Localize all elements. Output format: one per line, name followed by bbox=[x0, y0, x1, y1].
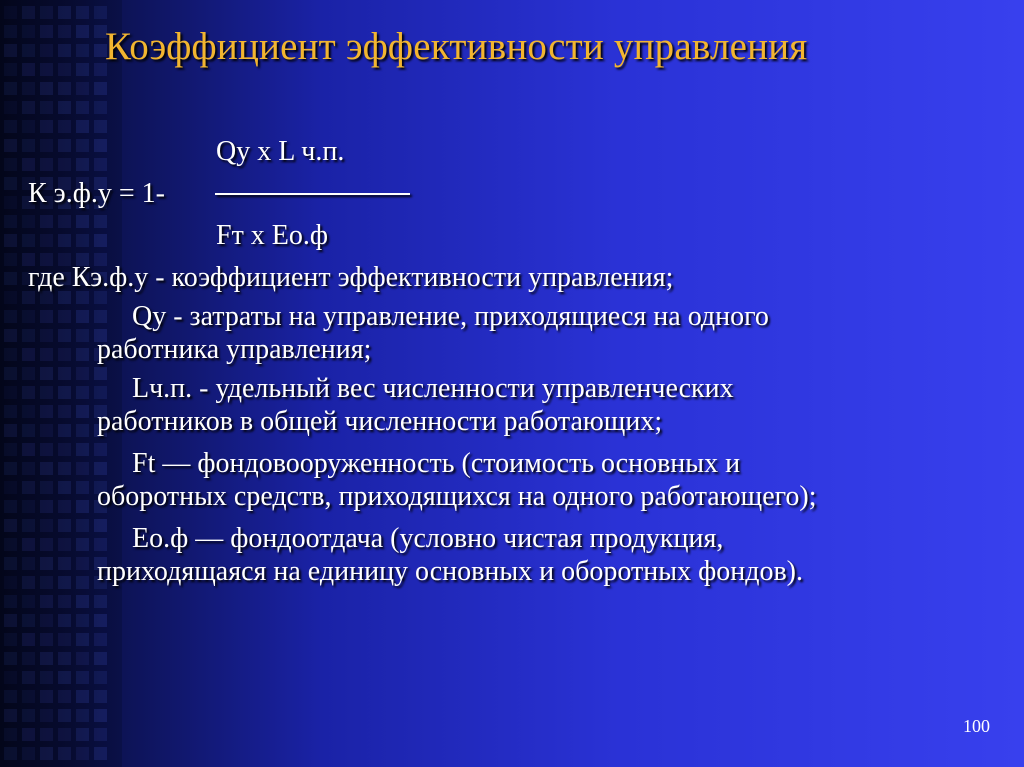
decorative-square bbox=[40, 234, 53, 247]
formula-lhs: К э.ф.у = 1- bbox=[28, 178, 165, 209]
decorative-square bbox=[76, 443, 89, 456]
decorative-square bbox=[22, 576, 35, 589]
decorative-square bbox=[4, 671, 17, 684]
decorative-square bbox=[22, 728, 35, 741]
decorative-square bbox=[94, 671, 107, 684]
decorative-square bbox=[22, 633, 35, 646]
decorative-square bbox=[4, 120, 17, 133]
decorative-square bbox=[4, 6, 17, 19]
decorative-square bbox=[94, 728, 107, 741]
decorative-square bbox=[40, 424, 53, 437]
decorative-square bbox=[22, 405, 35, 418]
decorative-square bbox=[40, 329, 53, 342]
definition-item-line: работников в общей численности работающих; bbox=[97, 406, 663, 437]
decorative-square bbox=[58, 367, 71, 380]
decorative-square bbox=[76, 747, 89, 760]
decorative-square bbox=[40, 405, 53, 418]
decorative-square bbox=[58, 519, 71, 532]
decorative-square bbox=[58, 120, 71, 133]
decorative-square bbox=[76, 519, 89, 532]
decorative-square bbox=[22, 101, 35, 114]
fraction-bar bbox=[215, 193, 410, 195]
decorative-square bbox=[76, 595, 89, 608]
decorative-square bbox=[76, 614, 89, 627]
decorative-square bbox=[22, 120, 35, 133]
decorative-square bbox=[76, 690, 89, 703]
decorative-square bbox=[94, 120, 107, 133]
decorative-square bbox=[40, 120, 53, 133]
decorative-square bbox=[22, 481, 35, 494]
decorative-square bbox=[40, 101, 53, 114]
decorative-square bbox=[4, 500, 17, 513]
decorative-square bbox=[4, 272, 17, 285]
decorative-square bbox=[4, 101, 17, 114]
decorative-square bbox=[22, 386, 35, 399]
decorative-square bbox=[58, 747, 71, 760]
decorative-square bbox=[58, 557, 71, 570]
decorative-square bbox=[76, 348, 89, 361]
decorative-square bbox=[58, 25, 71, 38]
decorative-square bbox=[4, 576, 17, 589]
decorative-square bbox=[76, 234, 89, 247]
decorative-square bbox=[76, 386, 89, 399]
decorative-square bbox=[4, 386, 17, 399]
decorative-square bbox=[58, 633, 71, 646]
definition-item-line: Ft — фондовооруженность (стоимость основных и bbox=[132, 448, 741, 479]
decorative-square bbox=[40, 747, 53, 760]
definition-item-line: оборотных средств, приходящихся на одного работающего); bbox=[97, 481, 817, 512]
decorative-square bbox=[22, 158, 35, 171]
decorative-square bbox=[40, 386, 53, 399]
decorative-square bbox=[22, 671, 35, 684]
decorative-square bbox=[40, 671, 53, 684]
definition-item-line: работника управления; bbox=[97, 334, 372, 365]
decorative-square bbox=[22, 424, 35, 437]
page-number: 100 bbox=[963, 716, 990, 736]
decorative-square bbox=[4, 557, 17, 570]
decorative-square bbox=[22, 500, 35, 513]
decorative-square bbox=[22, 139, 35, 152]
decorative-square bbox=[40, 215, 53, 228]
decorative-square bbox=[4, 519, 17, 532]
decorative-square bbox=[22, 82, 35, 95]
decorative-square bbox=[22, 44, 35, 57]
decorative-square bbox=[94, 101, 107, 114]
decorative-square bbox=[22, 234, 35, 247]
decorative-square bbox=[4, 424, 17, 437]
decorative-square bbox=[40, 519, 53, 532]
decorative-square bbox=[22, 462, 35, 475]
definition-item-ft bbox=[97, 447, 997, 513]
decorative-square bbox=[4, 690, 17, 703]
decorative-square bbox=[94, 6, 107, 19]
decorative-square bbox=[58, 63, 71, 76]
decorative-square bbox=[22, 63, 35, 76]
decorative-square bbox=[40, 595, 53, 608]
decorative-square bbox=[40, 690, 53, 703]
decorative-square bbox=[40, 44, 53, 57]
decorative-square bbox=[4, 215, 17, 228]
decorative-square bbox=[58, 348, 71, 361]
decorative-square bbox=[40, 462, 53, 475]
decorative-square bbox=[76, 329, 89, 342]
decorative-square bbox=[58, 671, 71, 684]
decorative-square bbox=[76, 728, 89, 741]
definition-item-lchp bbox=[97, 372, 997, 438]
decorative-square bbox=[4, 291, 17, 304]
decorative-square bbox=[40, 348, 53, 361]
decorative-square bbox=[4, 348, 17, 361]
formula-denominator: Fт x Ео.ф bbox=[216, 220, 329, 251]
decorative-square bbox=[76, 215, 89, 228]
decorative-square bbox=[58, 158, 71, 171]
decorative-square bbox=[94, 595, 107, 608]
decorative-square bbox=[22, 652, 35, 665]
decorative-square bbox=[4, 462, 17, 475]
decorative-square bbox=[58, 462, 71, 475]
decorative-square bbox=[58, 595, 71, 608]
decorative-square bbox=[4, 443, 17, 456]
decorative-square bbox=[58, 443, 71, 456]
decorative-square bbox=[58, 234, 71, 247]
decorative-square bbox=[58, 538, 71, 551]
decorative-square bbox=[58, 44, 71, 57]
decorative-square bbox=[40, 367, 53, 380]
decorative-square bbox=[76, 139, 89, 152]
decorative-square bbox=[4, 595, 17, 608]
decorative-square bbox=[58, 139, 71, 152]
decorative-square bbox=[22, 538, 35, 551]
decorative-square bbox=[58, 405, 71, 418]
decorative-square bbox=[76, 481, 89, 494]
decorative-square bbox=[58, 6, 71, 19]
decorative-square bbox=[76, 709, 89, 722]
decorative-square bbox=[40, 82, 53, 95]
decorative-square bbox=[40, 481, 53, 494]
decorative-square bbox=[4, 405, 17, 418]
decorative-square bbox=[22, 690, 35, 703]
decorative-square bbox=[76, 576, 89, 589]
definition-intro: где Кэ.ф.у - коэффициент эффективности управления; bbox=[28, 262, 674, 293]
decorative-square bbox=[22, 348, 35, 361]
decorative-square bbox=[94, 234, 107, 247]
decorative-square bbox=[22, 25, 35, 38]
decorative-square bbox=[4, 82, 17, 95]
decorative-square bbox=[76, 405, 89, 418]
decorative-square bbox=[40, 139, 53, 152]
decorative-square bbox=[76, 462, 89, 475]
decorative-square bbox=[94, 139, 107, 152]
decorative-square bbox=[40, 443, 53, 456]
decorative-square bbox=[22, 6, 35, 19]
decorative-square bbox=[4, 25, 17, 38]
decorative-square bbox=[76, 538, 89, 551]
decorative-square bbox=[40, 557, 53, 570]
decorative-square bbox=[22, 310, 35, 323]
decorative-square bbox=[22, 519, 35, 532]
decorative-square bbox=[58, 576, 71, 589]
decorative-square bbox=[94, 652, 107, 665]
definition-item-qy bbox=[97, 300, 997, 366]
decorative-square bbox=[76, 6, 89, 19]
decorative-square bbox=[40, 538, 53, 551]
decorative-square bbox=[40, 728, 53, 741]
decorative-square bbox=[4, 253, 17, 266]
decorative-square bbox=[76, 424, 89, 437]
decorative-square bbox=[58, 310, 71, 323]
decorative-square bbox=[94, 158, 107, 171]
decorative-square bbox=[58, 386, 71, 399]
decorative-square bbox=[40, 709, 53, 722]
decorative-square bbox=[94, 633, 107, 646]
decorative-square bbox=[58, 614, 71, 627]
decorative-square bbox=[4, 652, 17, 665]
decorative-square bbox=[58, 481, 71, 494]
decorative-square bbox=[4, 538, 17, 551]
decorative-square bbox=[4, 63, 17, 76]
decorative-square bbox=[40, 25, 53, 38]
decorative-square bbox=[58, 82, 71, 95]
definition-item-line: Lч.п. - удельный вес численности управленческих bbox=[132, 373, 734, 404]
decorative-square bbox=[76, 652, 89, 665]
decorative-square bbox=[58, 101, 71, 114]
decorative-square bbox=[4, 633, 17, 646]
decorative-square bbox=[4, 177, 17, 190]
decorative-square bbox=[4, 310, 17, 323]
decorative-square bbox=[4, 158, 17, 171]
decorative-square bbox=[22, 215, 35, 228]
decorative-square bbox=[76, 557, 89, 570]
decorative-square bbox=[76, 671, 89, 684]
decorative-square bbox=[4, 234, 17, 247]
decorative-square bbox=[22, 709, 35, 722]
decorative-square bbox=[22, 747, 35, 760]
decorative-square bbox=[22, 614, 35, 627]
formula-numerator: Qy x L ч.п. bbox=[216, 136, 345, 167]
decorative-square bbox=[22, 557, 35, 570]
decorative-square bbox=[58, 424, 71, 437]
decorative-square bbox=[4, 728, 17, 741]
decorative-square bbox=[76, 63, 89, 76]
decorative-square bbox=[76, 500, 89, 513]
decorative-square bbox=[76, 44, 89, 57]
decorative-square bbox=[58, 500, 71, 513]
decorative-square bbox=[4, 44, 17, 57]
decorative-square bbox=[76, 158, 89, 171]
decorative-square bbox=[94, 690, 107, 703]
definition-item-line: Qy - затраты на управление, приходящиеся на одного bbox=[132, 301, 769, 332]
decorative-square bbox=[58, 728, 71, 741]
decorative-square bbox=[40, 652, 53, 665]
decorative-square bbox=[94, 709, 107, 722]
decorative-square bbox=[4, 747, 17, 760]
decorative-square bbox=[4, 329, 17, 342]
decorative-square bbox=[40, 158, 53, 171]
decorative-square bbox=[76, 633, 89, 646]
decorative-square bbox=[94, 82, 107, 95]
decorative-square bbox=[94, 215, 107, 228]
decorative-square bbox=[40, 63, 53, 76]
decorative-square bbox=[40, 633, 53, 646]
decorative-square bbox=[40, 500, 53, 513]
decorative-square bbox=[4, 196, 17, 209]
decorative-square bbox=[58, 215, 71, 228]
decorative-square bbox=[58, 652, 71, 665]
slide-title: Коэффициент эффективности управления bbox=[105, 25, 808, 68]
decorative-square bbox=[76, 25, 89, 38]
decorative-square bbox=[4, 139, 17, 152]
decorative-square bbox=[76, 101, 89, 114]
decorative-square bbox=[22, 329, 35, 342]
decorative-square bbox=[4, 367, 17, 380]
decorative-square bbox=[76, 120, 89, 133]
decorative-square bbox=[40, 6, 53, 19]
definition-item-eof bbox=[97, 522, 997, 588]
decorative-square bbox=[58, 709, 71, 722]
decorative-square bbox=[58, 329, 71, 342]
decorative-square bbox=[76, 367, 89, 380]
decorative-square bbox=[40, 310, 53, 323]
decorative-square bbox=[76, 82, 89, 95]
decorative-square bbox=[22, 595, 35, 608]
decorative-square bbox=[94, 614, 107, 627]
decorative-square bbox=[22, 443, 35, 456]
decorative-square bbox=[40, 614, 53, 627]
decorative-square bbox=[76, 310, 89, 323]
decorative-square bbox=[4, 481, 17, 494]
definition-item-line: Ео.ф — фондоотдача (условно чистая продукция, bbox=[132, 523, 724, 554]
decorative-square bbox=[22, 367, 35, 380]
decorative-square bbox=[58, 690, 71, 703]
decorative-square bbox=[40, 576, 53, 589]
definition-item-line: приходящаяся на единицу основных и оборотных фондов). bbox=[97, 556, 803, 587]
decorative-square bbox=[4, 709, 17, 722]
decorative-square bbox=[94, 747, 107, 760]
decorative-square bbox=[4, 614, 17, 627]
